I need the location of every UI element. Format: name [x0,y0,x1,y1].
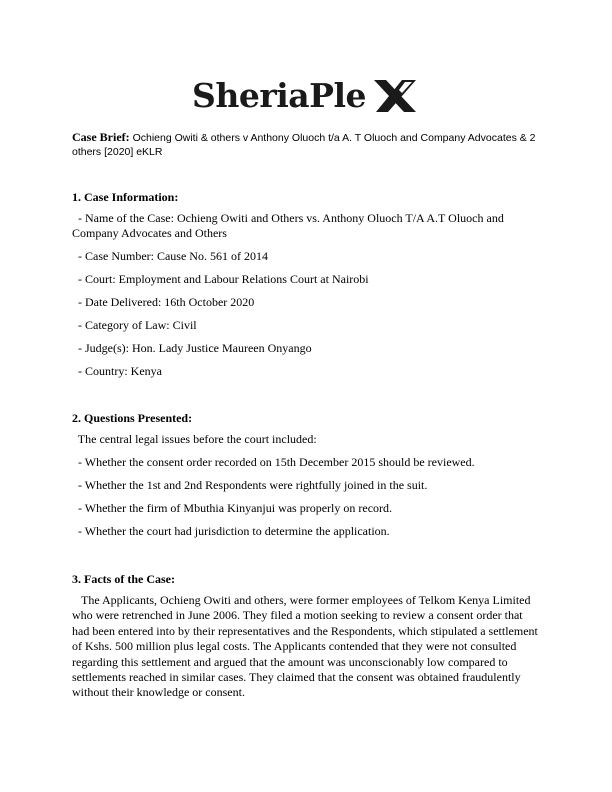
question-item: - Whether the firm of Mbuthia Kinyanjui was properly on record. [72,501,393,515]
facts-body: The Applicants, Ochieng Owiti and others, were former employees of Telkom Kenya Limited who were retrenched in June 2006. They filed a motion seeking to review a consent order that had been entered into by their representatives and the Respondents, which stipulated a settlement of Kshs. 500 million plus legal costs. The Applicants contended that they were not consulted regarding this settlement and argued that the amount was unconscionably low compared to settlements reached in similar cases. They claimed that the consent was obtained fraudulently without their knowledge or consent. [72,593,541,700]
sheriaplex-logo [192,74,422,118]
judges-item: - Judge(s): Hon. Lady Justice Maureen Onyango [72,341,312,355]
facts-heading: 3. Facts of the Case: [72,572,175,586]
case-brief-header [72,130,542,159]
country-item: - Country: Kenya [72,364,162,378]
date-delivered-item: - Date Delivered: 16th October 2020 [72,295,255,309]
case-information-section [72,190,542,390]
question-item: - Whether the consent order recorded on 15th December 2015 should be reviewed. [72,455,475,469]
case-brief-label: Case Brief: [72,130,130,144]
questions-presented-section [72,411,542,541]
question-item: - Whether the 1st and 2nd Respondents were rightfully joined in the suit. [72,478,428,492]
logo-wordmark: SheriaPle [192,76,366,115]
case-brief-title: Ochieng Owiti & others v Anthony Oluoch t/a A. T Oluoch and Company Advocates & 2 others [2020] eKLR [72,132,536,158]
question-item: - Whether the court had jurisdiction to determine the application. [72,524,390,538]
facts-of-the-case-section [72,572,542,712]
case-name-item: - Name of the Case: Ochieng Owiti and Others vs. Anthony Oluoch T/A A.T Oluoch and Company Advocates and Others [72,211,507,240]
questions-intro: The central legal issues before the court included: [72,432,317,446]
logo-x-mark [372,76,418,116]
court-item: - Court: Employment and Labour Relations Court at Nairobi [72,272,369,286]
case-information-heading: 1. Case Information: [72,190,179,204]
questions-presented-heading: 2. Questions Presented: [72,411,193,425]
category-of-law-item: - Category of Law: Civil [72,318,197,332]
case-number-item: - Case Number: Cause No. 561 of 2014 [72,249,268,263]
